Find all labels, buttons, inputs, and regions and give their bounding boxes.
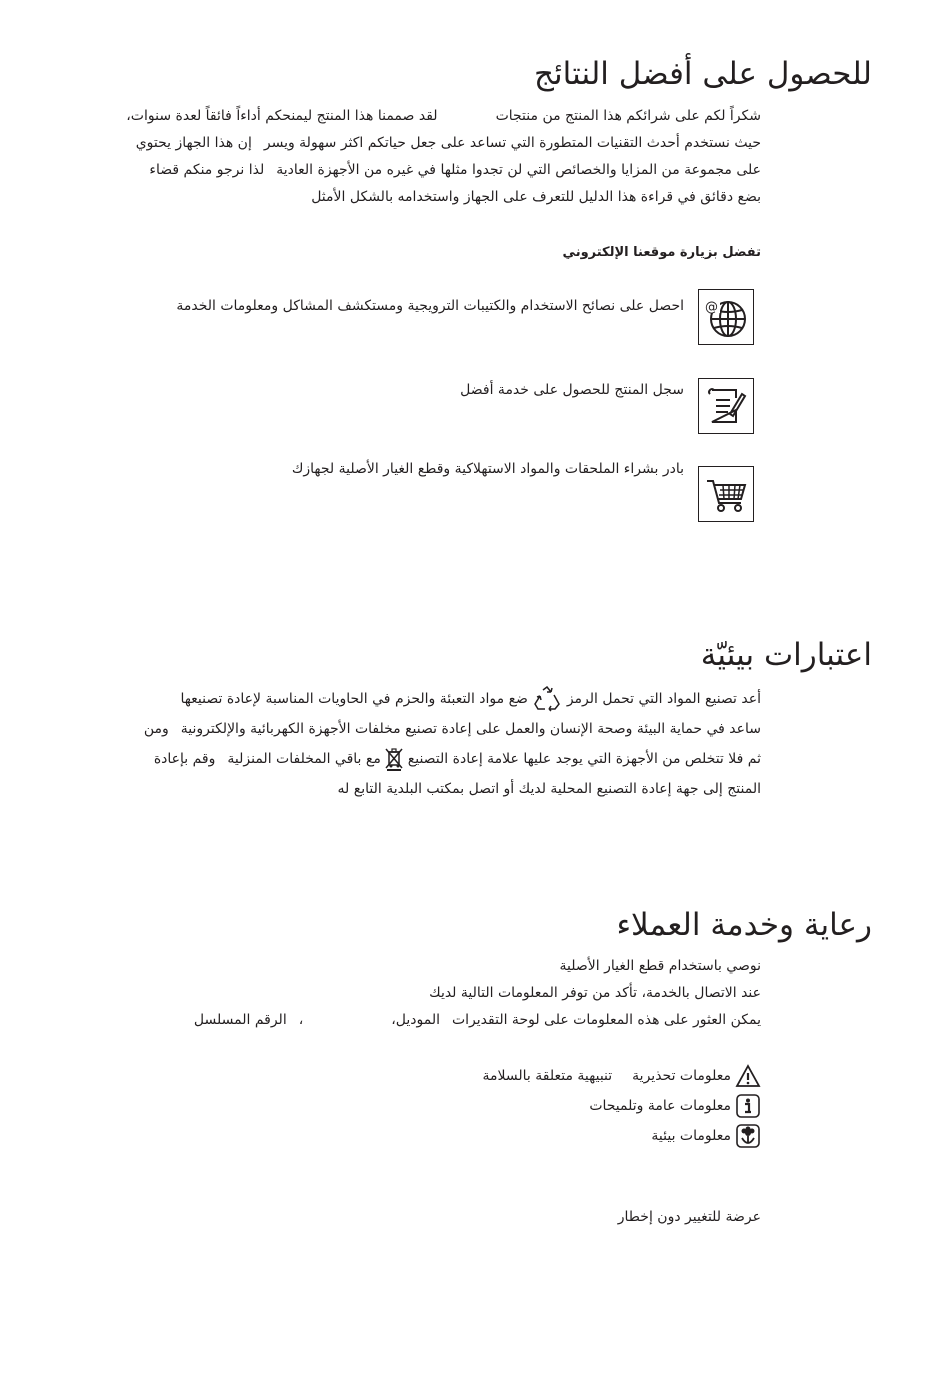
env-line-4: المنتج إلى جهة إعادة التصنيع المحلية لديك أو اتصل بمكتب البلدية التابع له xyxy=(337,781,761,797)
legend-warning: معلومات تحذيرية تنبيهية متعلقة بالسلامة xyxy=(483,1062,761,1090)
recycle-icon xyxy=(532,684,562,714)
item-accessories-text: بادر بشراء الملحقات والمواد الاستهلاكية وقطع الغيار الأصلية لجهازك xyxy=(291,461,684,477)
info-icon xyxy=(735,1094,761,1118)
care-line-2: عند الاتصال بالخدمة، تأكد من توفر المعلومات التالية لديك xyxy=(429,985,761,1001)
title-environment: اعتبارات بيئيّة xyxy=(700,637,872,673)
environment-flower-icon xyxy=(735,1124,761,1148)
crossed-bin-icon xyxy=(385,744,403,774)
legend-info: معلومات عامة وتلميحات xyxy=(589,1092,761,1120)
title-customer-care: رعاية وخدمة العملاء xyxy=(616,907,872,943)
intro-line-3: على مجموعة من المزايا والخصائص التي لن تجدوا مثلها في غيره من الأجهزة العاديةلذا نرجو منكم قضاء xyxy=(149,162,761,178)
warning-triangle-icon xyxy=(735,1064,761,1088)
environment-paragraph xyxy=(71,684,761,804)
website-heading: تفضل بزيارة موقعنا الإلكتروني xyxy=(562,245,761,260)
intro-line-2: حيث نستخدم أحدث التقنيات المتطورة التي تساعد على جعل حياتكم اكثر سهولة ويسرإن هذا الجهاز يحتوي xyxy=(135,135,761,151)
env-line-3: ثم فلا تتخلص من الأجهزة التي يوجد عليها علامة إعادة التصنيع مع باقي المخلفات المنزليةوقم بإعادة xyxy=(71,744,761,774)
item-service-info-text: احصل على نصائح الاستخدام والكتيبات الترويجية ومستكشف المشاكل ومعلومات الخدمة xyxy=(176,298,684,314)
intro-line-1: شكراً لكم على شرائكم هذا المنتج من منتجاتلقد صممنا هذا المنتج ليمنحكم أداءاً فائقاً لعدة سنوات، xyxy=(126,108,761,124)
register-document-icon xyxy=(698,378,754,434)
care-line-1: نوصي باستخدام قطع الغيار الأصلية xyxy=(559,958,761,974)
intro-paragraph xyxy=(71,103,761,211)
svg-text:@: @ xyxy=(705,300,718,315)
env-line-1: أعد تصنيع المواد التي تحمل الرمز ضع مواد التعبئة والحزم في الحاويات المناسبة لإعادة تصنيعها xyxy=(71,684,761,714)
intro-line-4: بضع دقائق في قراءة هذا الدليل للتعرف على الجهاز واستخدامه بالشكل الأمثل xyxy=(311,189,761,205)
customer-care-paragraph xyxy=(71,953,761,1034)
care-line-3: يمكن العثور على هذه المعلومات على لوحة التقديراتالموديل،،الرقم المسلسل xyxy=(193,1012,761,1028)
footer-note: عرضة للتغيير دون إخطار xyxy=(617,1209,761,1225)
shopping-cart-icon xyxy=(698,466,754,522)
item-register-text: سجل المنتج للحصول على خدمة أفضل xyxy=(460,382,684,398)
env-line-2: ساعد في حماية البيئة وصحة الإنسان والعمل على إعادة تصنيع مخلفات الأجهزة الكهربائية والإلكترونيةومن xyxy=(143,721,761,737)
legend-environment: معلومات بيئية xyxy=(651,1122,761,1150)
title-best-results: للحصول على أفضل النتائج xyxy=(534,56,872,92)
globe-at-icon xyxy=(698,289,754,345)
